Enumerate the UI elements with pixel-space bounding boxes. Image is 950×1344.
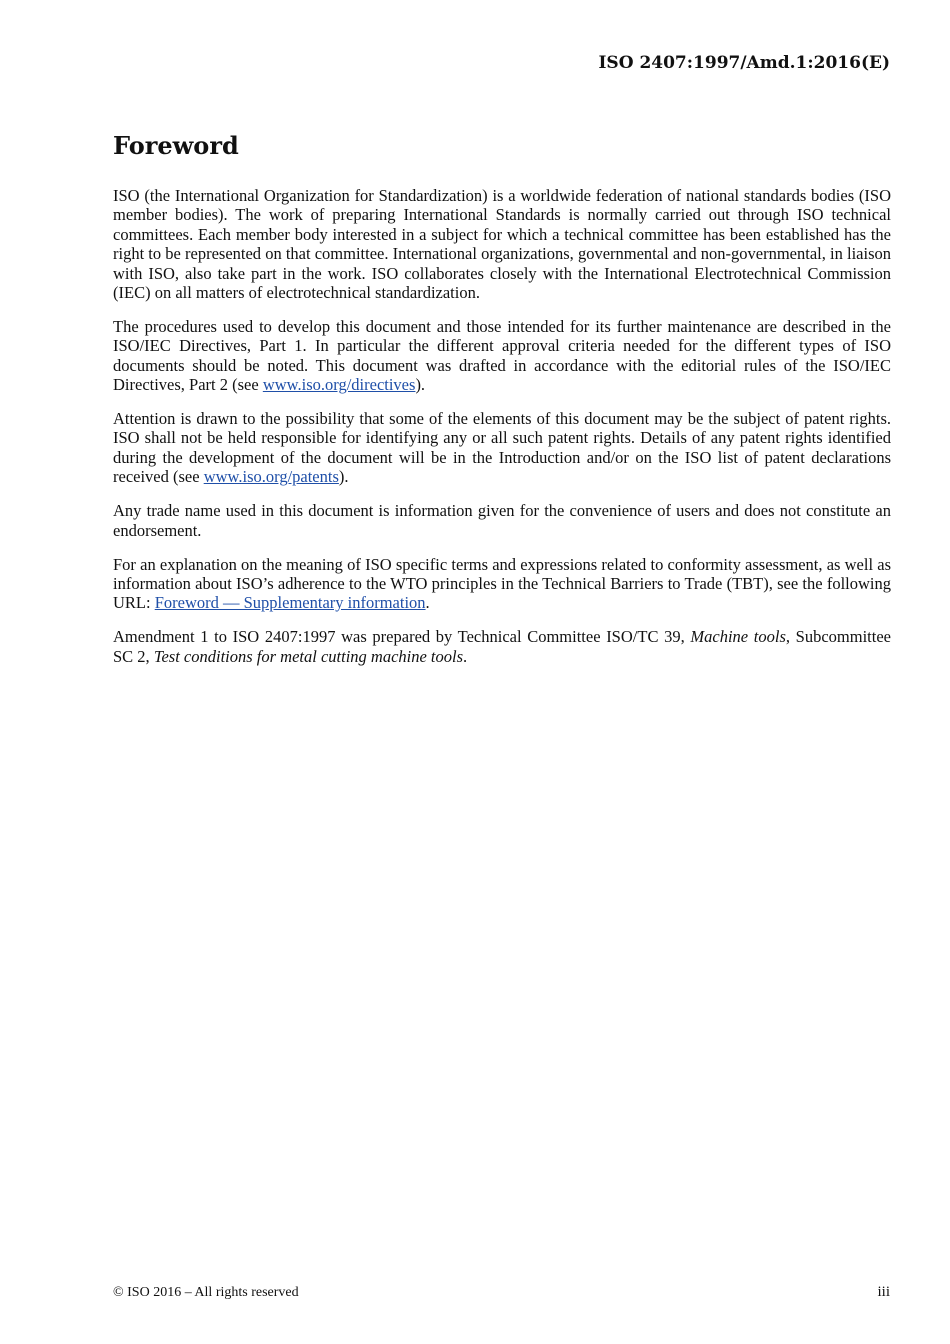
- document-code: ISO 2407:1997/Amd.1:2016(E): [598, 53, 890, 73]
- supplementary-info-link[interactable]: Foreword — Supplementary information: [154, 593, 426, 613]
- page-number: iii: [877, 1284, 890, 1300]
- paragraph-text: The procedures used to develop this document and those intended for its further maintenance are described in the ISO/IEC Directives, Part 1. In particular the different approval criteria needed for the different types of ISO documents should be noted. This document was drafted in accordance with the editorial rules of the ISO/IEC Directives, Part 2 (see: [113, 316, 891, 395]
- patents-link[interactable]: www.iso.org/patents: [203, 467, 339, 487]
- paragraph-amendment: [113, 627, 891, 666]
- foreword-body: [113, 186, 891, 681]
- committee-name: Machine tools: [690, 627, 786, 647]
- page-title: Foreword: [113, 131, 239, 160]
- paragraph-conformity: [113, 555, 891, 613]
- paragraph-text: For an explanation on the meaning of ISO specific terms and expressions related to conformity assessment, as well as information about ISO’s adherence to the WTO principles in the Technical Barriers to Trade (TBT), see the following URL:: [113, 554, 891, 613]
- paragraph-text: ).: [415, 375, 426, 395]
- paragraph-text: ).: [338, 467, 349, 487]
- paragraph-patents: [113, 409, 891, 487]
- paragraph-text: , Subcommittee SC 2,: [113, 627, 891, 666]
- footer-copyright: © ISO 2016 – All rights reserved: [113, 1285, 299, 1300]
- paragraph-trade-name: Any trade name used in this document is information given for the convenience of users and does not constitute an endorsement.: [113, 501, 891, 540]
- directives-link[interactable]: www.iso.org/directives: [262, 375, 416, 395]
- paragraph-procedures: [113, 317, 891, 395]
- paragraph-text: Amendment 1 to ISO 2407:1997 was prepared by Technical Committee ISO/TC 39,: [113, 627, 691, 647]
- paragraph-text: .: [463, 646, 468, 666]
- paragraph-text: Attention is drawn to the possibility that some of the elements of this document may be the subject of patent rights. ISO shall not be held responsible for identifying any or all such patent rights. Details of any patent rights identified during the development of the document will be in the Introduction and/or on the ISO list of patent declarations received (see: [113, 409, 891, 487]
- paragraph-text: .: [425, 593, 430, 613]
- subcommittee-name: Test conditions for metal cutting machine tools: [153, 646, 464, 666]
- paragraph-iso-intro: ISO (the International Organization for Standardization) is a worldwide federation of national standards bodies (ISO member bodies). The work of preparing International Standards is normally carried out through ISO technical committees. Each member body interested in a subject for which a technical committee has been established has the right to be represented on that committee. International organizations, governmental and non-governmental, in liaison with ISO, also take part in the work. ISO collaborates closely with the International Electrotechnical Commission (IEC) on all matters of electrotechnical standardization.: [113, 186, 891, 303]
